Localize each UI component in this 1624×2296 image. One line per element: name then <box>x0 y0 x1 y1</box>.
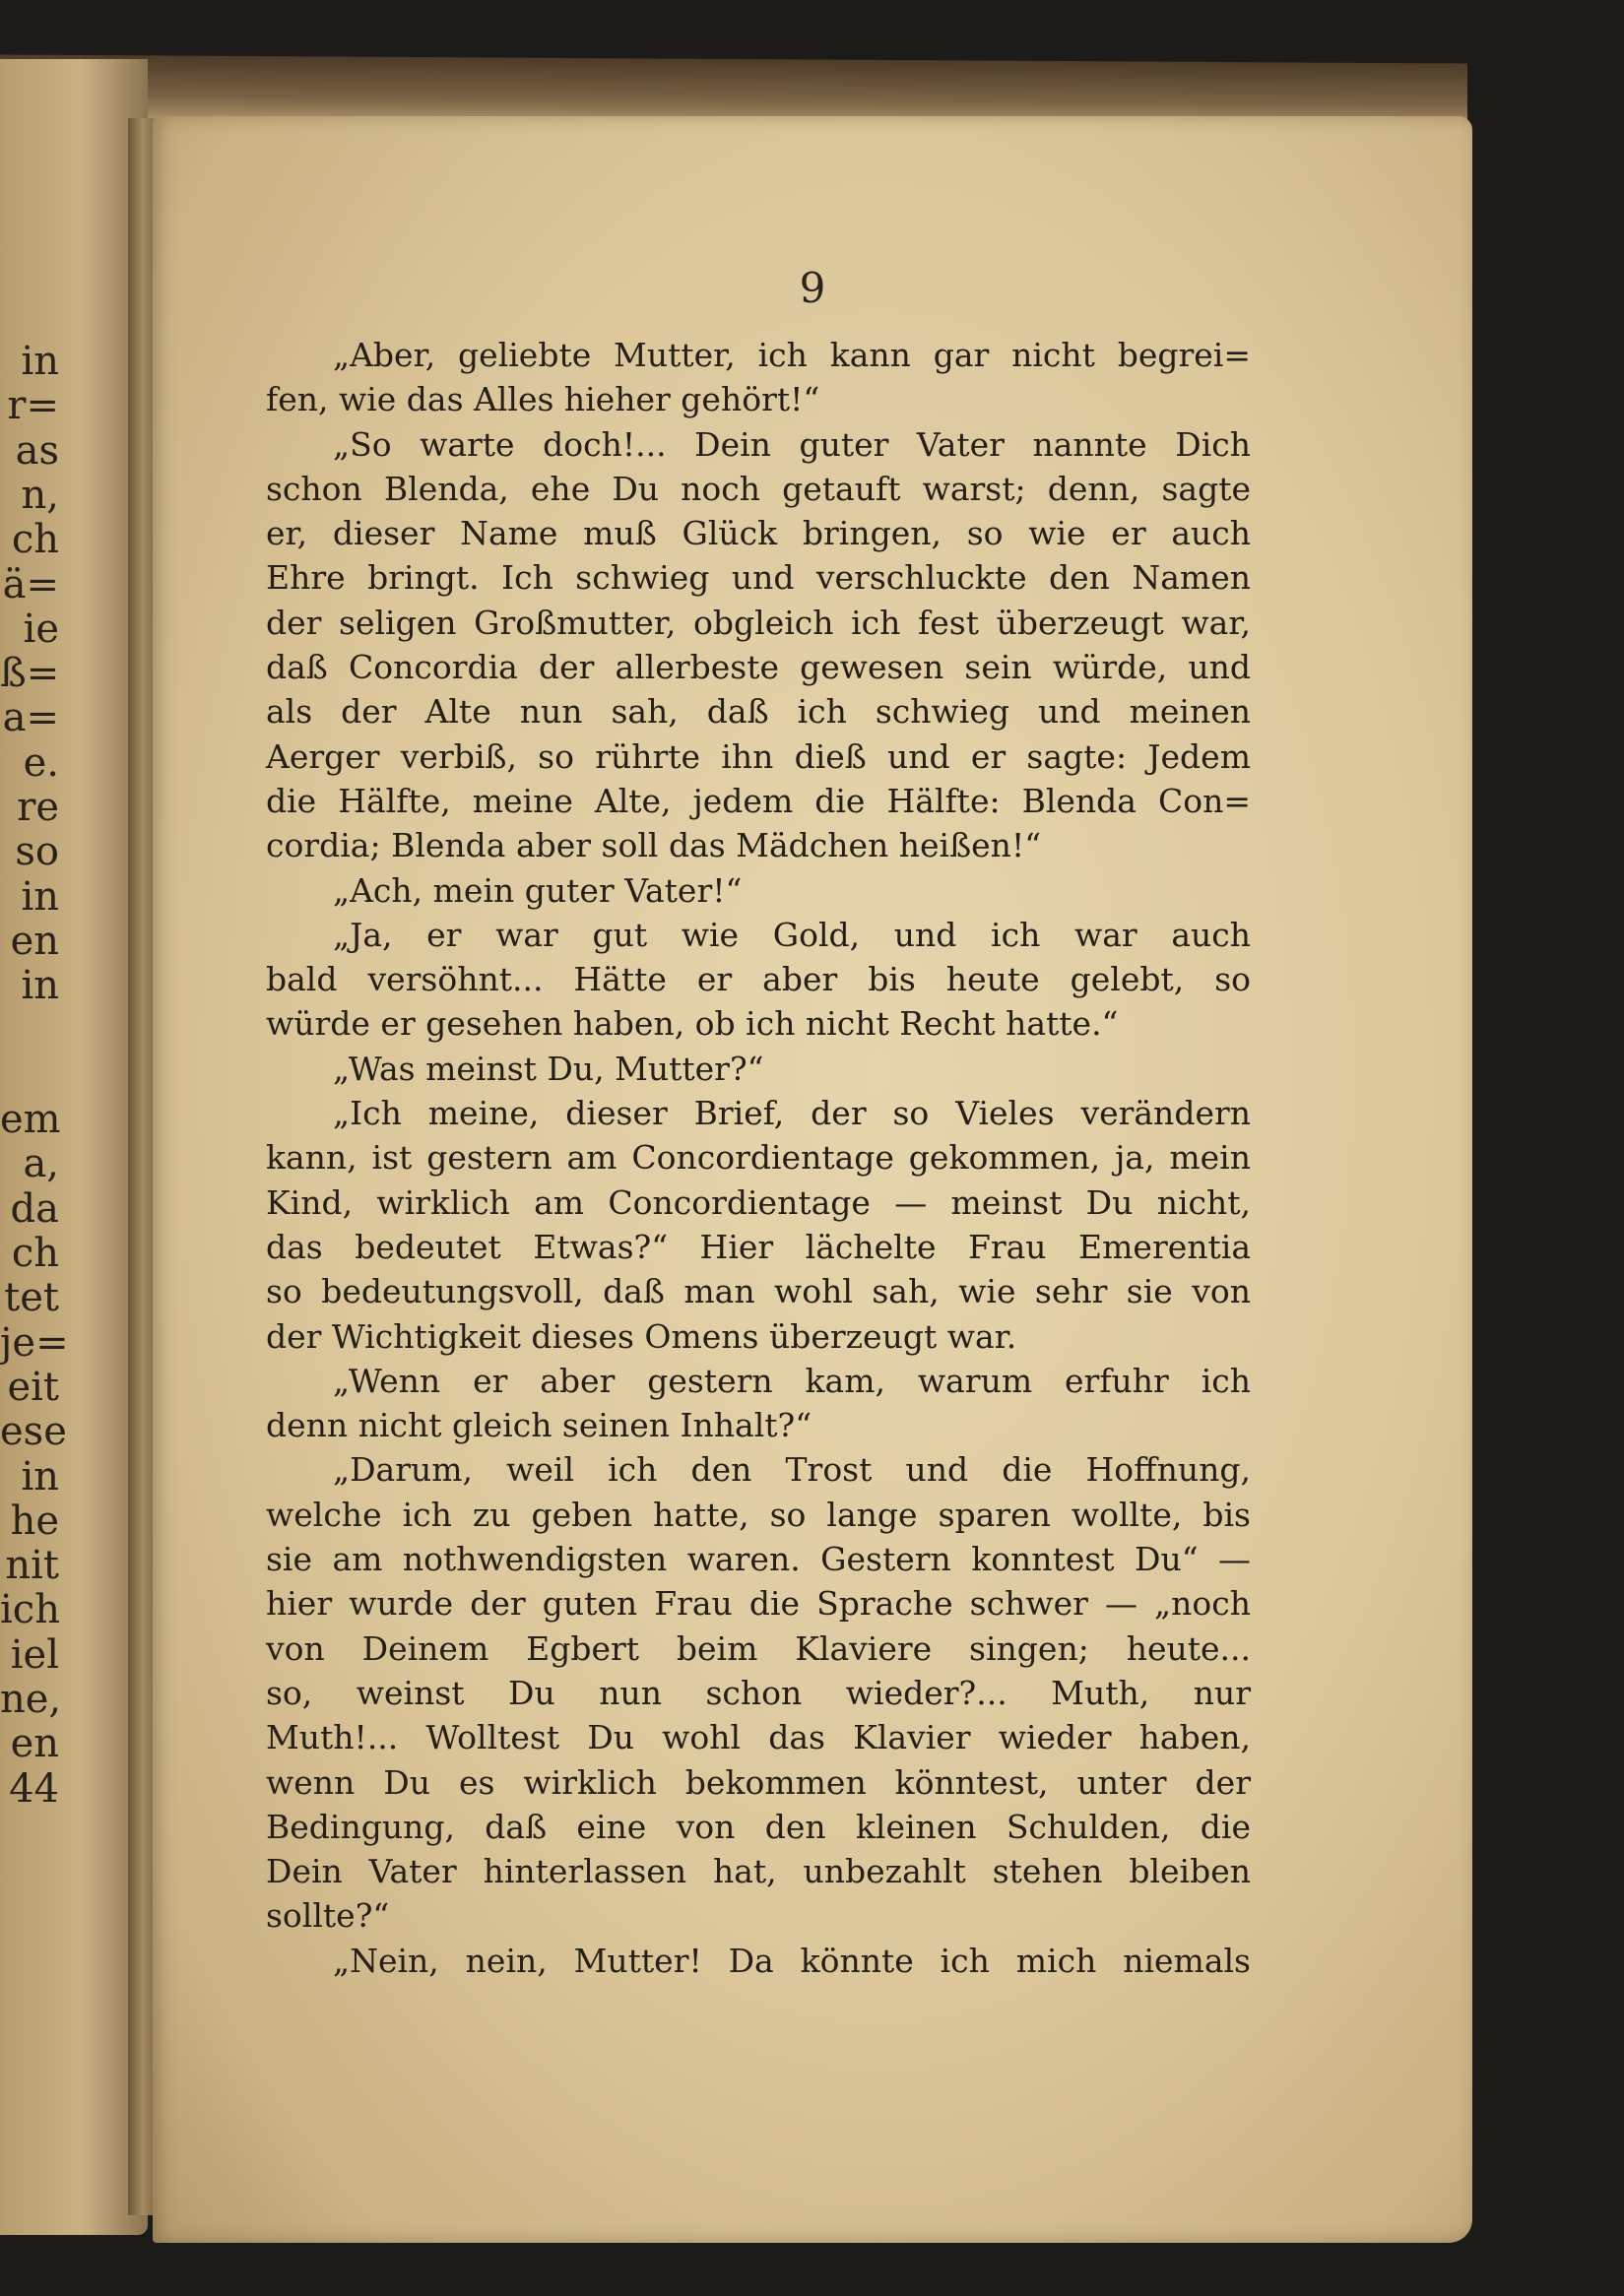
page-body-text <box>266 333 1251 1983</box>
text-line: schon Blenda, ehe Du noch getauft warst; denn, sagte <box>266 469 1251 508</box>
left-page-fragment: ä= <box>2 561 59 607</box>
left-page-fragment: ie <box>23 606 59 652</box>
text-line: welche ich zu geben hatte, so lange sparen wollte, bis <box>266 1495 1251 1534</box>
left-page-fragment: in <box>21 339 59 384</box>
left-page-fragment: in <box>21 963 59 1009</box>
text-line: Muth!... Wolltest Du wohl das Klavier wieder haben, <box>266 1718 1251 1757</box>
left-page-fragment: je= <box>0 1319 69 1366</box>
left-page-fragment: in <box>21 873 59 920</box>
text-line: wenn Du es wirklich bekommen könntest, unter der <box>266 1762 1251 1802</box>
text-line: „So warte doch!... Dein guter Vater nannte Dich <box>333 424 1251 464</box>
left-page-edge <box>0 59 148 2235</box>
left-page-fragment: tet <box>4 1275 59 1321</box>
text-line: „Darum, weil ich den Trost und die Hoffnung, <box>333 1450 1251 1490</box>
text-line: kann, ist gestern am Concordientage gekommen, ja, mein <box>266 1138 1251 1178</box>
left-page-fragment: a, <box>23 1141 59 1187</box>
text-line: „Ach, mein guter Vater!“ <box>333 870 743 910</box>
left-page-fragment: ch <box>11 517 59 563</box>
text-line: sollte?“ <box>266 1896 390 1936</box>
text-line: „Aber, geliebte Mutter, ich kann gar nicht begrei= <box>333 336 1251 374</box>
text-line: denn nicht gleich seinen Inhalt?“ <box>266 1406 812 1445</box>
text-line: Kind, wirklich am Concordientage — meinst Du nicht, <box>266 1182 1251 1222</box>
left-page-fragment: he <box>10 1498 59 1544</box>
left-page-fragment: a= <box>2 695 59 741</box>
text-line: Aerger verbiß, so rührte ihn dieß und er sagte: Jedem <box>266 736 1251 776</box>
text-line: als der Alte nun sah, daß ich schwieg und meinen <box>266 692 1251 732</box>
left-page-fragment: 44 <box>9 1765 59 1812</box>
left-page-fragment: ß= <box>0 651 60 697</box>
text-line: „Nein, nein, Mutter! Da könnte ich mich niemals <box>333 1941 1251 1980</box>
text-line: der Wichtigkeit dieses Omens überzeugt war. <box>266 1316 1017 1356</box>
left-page-fragment: iel <box>10 1631 59 1678</box>
left-page-fragment: in <box>21 1453 59 1499</box>
left-page-fragment: da <box>10 1185 59 1232</box>
text-line: Dein Vater hinterlassen hat, unbezahlt stehen bleiben <box>266 1852 1251 1891</box>
left-page-fragment: en <box>10 918 59 964</box>
left-page-fragment: en <box>10 1721 59 1767</box>
text-line: „Wenn er aber gestern kam, warum erfuhr ich <box>333 1361 1251 1400</box>
text-line: würde er gesehen haben, ob ich nicht Recht hatte.“ <box>266 1004 1119 1044</box>
text-line: „Ich meine, dieser Brief, der so Vieles verändern <box>333 1094 1251 1133</box>
text-line: „Was meinst Du, Mutter?“ <box>333 1049 764 1088</box>
page-number: 9 <box>799 264 826 312</box>
text-line: Ehre bringt. Ich schwieg und verschluckte den Namen <box>266 558 1251 598</box>
text-line: hier wurde der guten Frau die Sprache schwer — „noch <box>266 1584 1251 1624</box>
text-line: von Deinem Egbert beim Klaviere singen; heute... <box>266 1628 1251 1668</box>
left-page-fragment: e. <box>23 739 59 786</box>
text-line: sie am nothwendigsten waren. Gestern konntest Du“ — <box>266 1540 1251 1579</box>
left-page-fragment: re <box>17 785 59 830</box>
text-line: der seligen Großmutter, obgleich ich fest überzeugt war, <box>266 603 1251 642</box>
text-line: er, dieser Name muß Glück bringen, so wie er auch <box>266 514 1251 553</box>
left-page-fragment: r= <box>7 383 59 429</box>
text-line: so bedeutungsvoll, daß man wohl sah, wie sehr sie von <box>266 1272 1251 1311</box>
text-line: cordia; Blenda aber soll das Mädchen heißen!“ <box>266 826 1042 865</box>
left-page-fragment: em <box>0 1097 61 1143</box>
text-line: fen, wie das Alles hieher gehört!“ <box>266 380 820 419</box>
left-page-fragment: ese <box>0 1409 67 1455</box>
left-page-fragment: ne, <box>0 1677 62 1722</box>
left-page-fragment: ch <box>11 1231 59 1276</box>
text-line: bald versöhnt... Hätte er aber bis heute gelebt, so <box>266 960 1251 999</box>
text-line: die Hälfte, meine Alte, jedem die Hälfte: Blenda Con= <box>266 781 1251 820</box>
text-line: das bedeutet Etwas?“ Hier lächelte Frau Emerentia <box>266 1227 1251 1266</box>
left-page-fragment: nit <box>5 1543 59 1589</box>
text-line: daß Concordia der allerbeste gewesen sein würde, und <box>266 648 1251 687</box>
text-line: Bedingung, daß eine von den kleinen Schulden, die <box>266 1807 1251 1846</box>
left-page-fragment: so <box>15 829 59 875</box>
book-page <box>153 116 1472 2243</box>
left-page-fragment: as <box>15 427 59 474</box>
text-line: so, weinst Du nun schon wieder?... Muth, nur <box>266 1673 1251 1712</box>
left-page-fragment: ich <box>0 1587 60 1633</box>
text-line: „Ja, er war gut wie Gold, und ich war auch <box>333 915 1251 954</box>
left-page-fragment: n, <box>21 472 59 518</box>
left-page-fragment: eit <box>7 1364 59 1410</box>
